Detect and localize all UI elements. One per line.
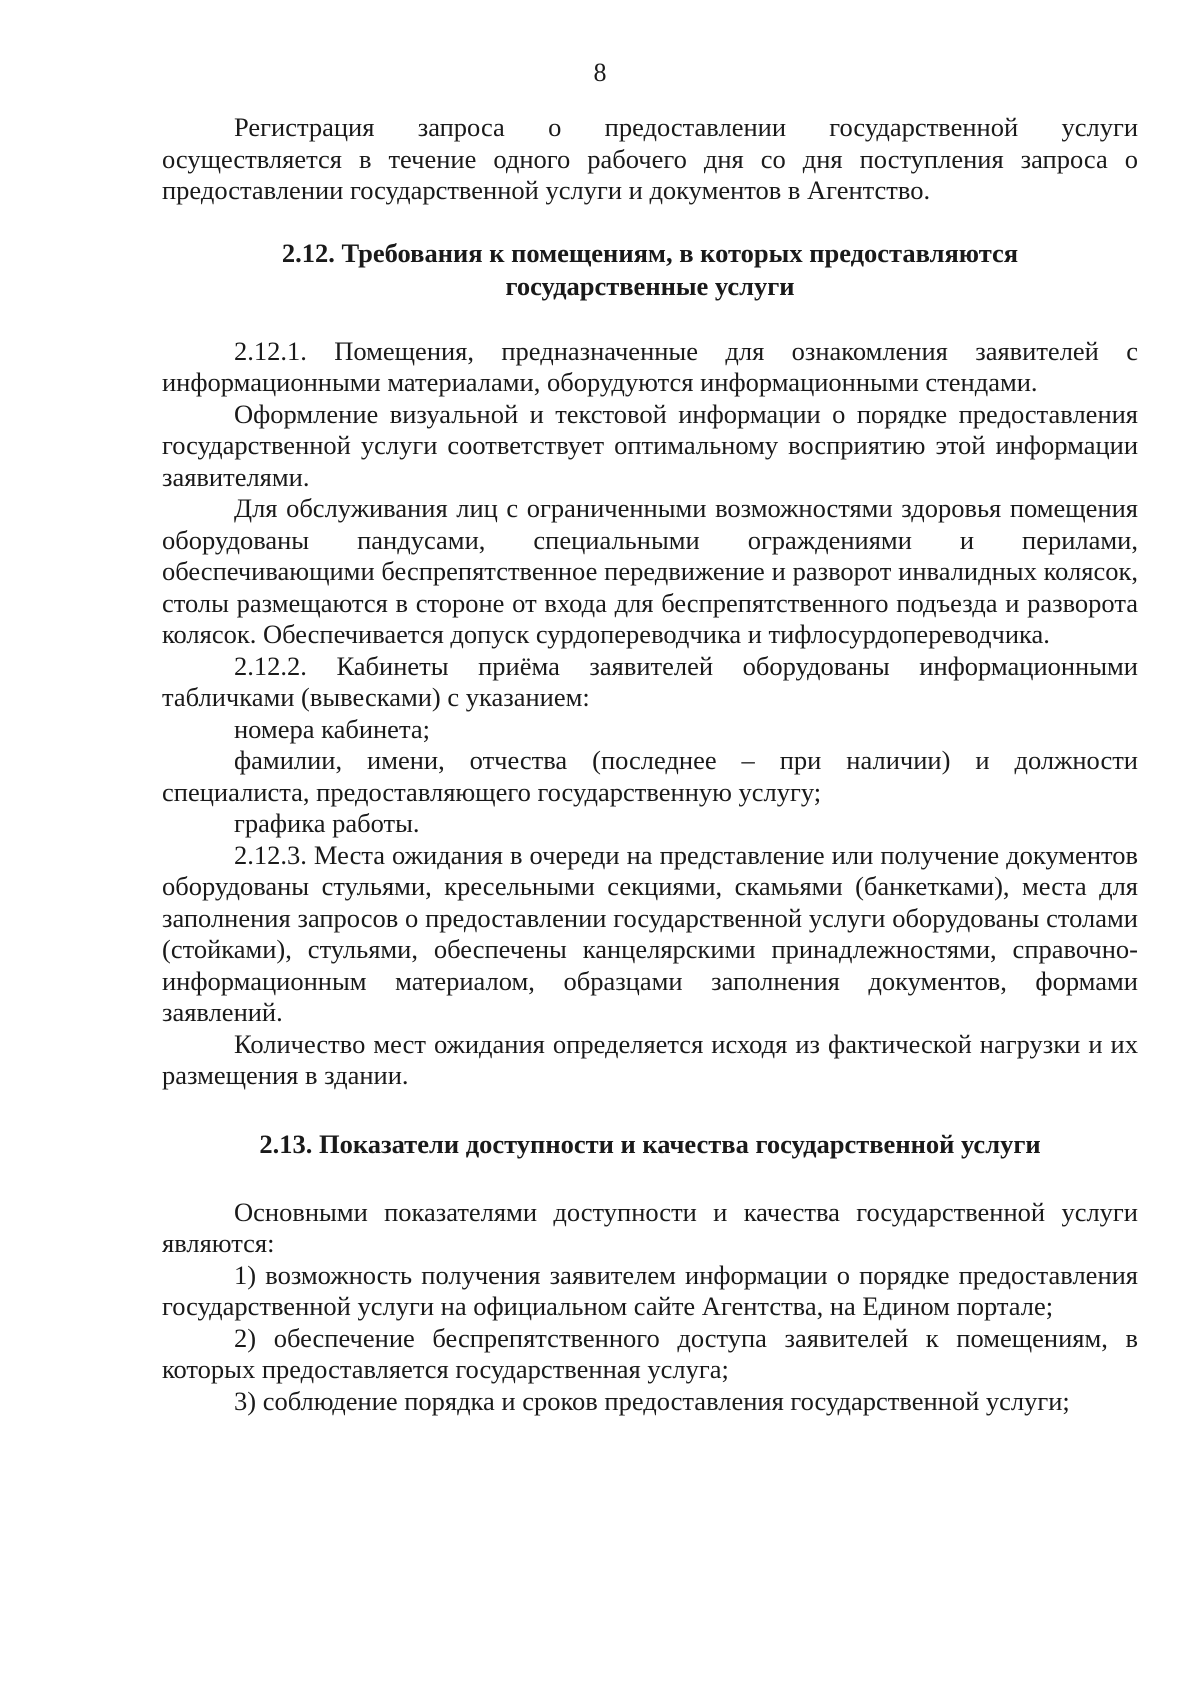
- section-heading-2-12-line2: государственные услуги: [505, 270, 795, 301]
- list-item-indicator-3: 3) соблюдение порядка и сроков предоставления государственной услуги;: [234, 1385, 1070, 1416]
- paragraph-registration: Регистрация запроса о предоставлении государственной услуги осуществляется в течение одного рабочего дня со дня поступления запроса о предоставлении государственной услуги и документов в Агентство.: [162, 112, 1138, 205]
- list-item-indicator-1: 1) возможность получения заявителем информации о порядке предоставления государственной услуги на официальном сайте Агентства, на Едином портале;: [162, 1259, 1138, 1321]
- section-heading-2-12-line1: 2.12. Требования к помещениям, в которых предоставляются: [281, 237, 1019, 268]
- document-body: [162, 112, 1138, 1417]
- list-item-indicator-2: 2) обеспечение беспрепятственного доступа заявителей к помещениям, в которых предоставляется государственная услуга;: [162, 1322, 1138, 1384]
- paragraph-disabled-access: Для обслуживания лиц с ограниченными возможностями здоровья помещения оборудованы пандусами, специальными ограждениями и перилами, обеспечивающими беспрепятственное передвижение и разворот инвалидных колясок, столы размещаются в стороне от входа для беспрепятственного подъезда и разворота колясок. Обеспечивается допуск сурдопереводчика и тифлосурдопереводчика.: [162, 493, 1138, 649]
- page-number: 8: [593, 58, 607, 87]
- list-item-schedule: графика работы.: [234, 808, 420, 838]
- paragraph-2-12-2: 2.12.2. Кабинеты приёма заявителей оборудованы информационными табличками (вывесками) с указанием:: [162, 650, 1138, 712]
- list-item-specialist-name: фамилии, имени, отчества (последнее – при наличии) и должности специалиста, предоставляющего государственную услугу;: [162, 745, 1138, 807]
- list-item-room-number: номера кабинета;: [234, 713, 430, 744]
- section-heading-2-12: [162, 237, 1138, 303]
- paragraph-2-12-1: 2.12.1. Помещения, предназначенные для ознакомления заявителей с информационными материалами, оборудуются информационными стендами.: [162, 335, 1138, 397]
- paragraph-indicators-intro: Основными показателями доступности и качества государственной услуги являются:: [162, 1196, 1138, 1258]
- paragraph-visual-info: Оформление визуальной и текстовой информации о порядке предоставления государственной услуги соответствует оптимальному восприятию этой информации заявителями.: [162, 398, 1138, 492]
- paragraph-waiting-places: Количество мест ожидания определяется исходя из фактической нагрузки и их размещения в здании.: [162, 1028, 1138, 1090]
- paragraph-2-12-3: 2.12.3. Места ожидания в очереди на представление или получение документов оборудованы стульями, кресельными секциями, скамьями (банкетками), места для заполнения запросов о предоставлении государственной услуги оборудованы столами (стойками), стульями, обеспечены канцелярскими принадлежностями, справочно-информационным материалом, образцами заполнения документов, формами заявлений.: [162, 839, 1138, 1027]
- section-heading-2-13: 2.13. Показатели доступности и качества государственной услуги: [259, 1128, 1041, 1159]
